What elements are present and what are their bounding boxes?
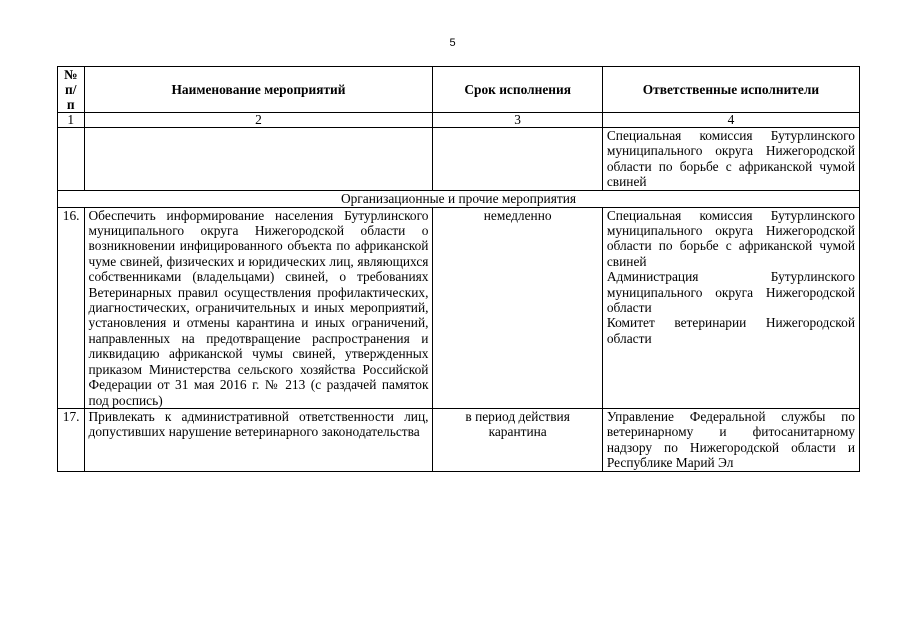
row-responsible: Специальная комиссия Бутурлинского муниципального округа Нижегородской области по борьбе с африканской чумой свиней: [602, 128, 859, 191]
row-term: в период действия карантина: [433, 408, 602, 471]
row-responsible: [602, 207, 859, 408]
column-index-row: [58, 113, 860, 128]
header-term: Срок исполнения: [433, 67, 602, 113]
row-num: 17.: [58, 408, 85, 471]
section-title: Организационные и прочие мероприятия: [58, 190, 860, 207]
column-index: 2: [84, 113, 433, 128]
responsible-entry: Управление Федеральной службы по ветеринарному и фитосанитарному надзору по Нижегородской области и Республике Марий Эл: [606, 408, 855, 471]
section-row: [58, 190, 860, 207]
row-name: Обеспечить информирование населения Бутурлинского муниципального округа Нижегородской области о возникновении инфицированного объекта по африканской чуме свиней, физических и юридических лиц, являющихся собственниками (владельцами) свиней, о требованиях Ветеринарных правил осуществления профилактических, диагностических, ограничительных и иных мероприятий, установления и отмены карантина и иных ограничений, направленных на предотвращение распространения и ликвидацию африканской чумы свиней, утвержденных приказом Министерства сельского хозяйства Российской Федерации от 31 мая 2016 г. № 213 (с раздачей памяток под роспись): [84, 207, 433, 408]
responsible-entry: Комитет ветеринарии Нижегородской области: [606, 315, 855, 346]
column-index: 4: [602, 113, 859, 128]
column-index: 1: [58, 113, 85, 128]
column-index: 3: [433, 113, 602, 128]
row-name: [84, 128, 433, 191]
table-row: [58, 207, 860, 408]
page-number: 5: [449, 37, 456, 49]
continuation-row: [58, 128, 860, 191]
table-header-row: [58, 67, 860, 113]
row-num: [58, 128, 85, 191]
header-num: № п/п: [58, 67, 85, 113]
row-num: 16.: [58, 207, 85, 408]
row-name: Привлекать к административной ответственности лиц, допустивших нарушение ветеринарного законодательства: [84, 408, 433, 471]
row-term: [433, 128, 602, 191]
row-term: немедленно: [433, 207, 602, 408]
measures-table: [57, 66, 860, 472]
header-responsible: Ответственные исполнители: [602, 67, 859, 113]
responsible-entry: Администрация Бутурлинского муниципального округа Нижегородской области: [606, 269, 855, 316]
table-row: [58, 408, 860, 471]
header-name: Наименование мероприятий: [84, 67, 433, 113]
row-responsible: [602, 408, 859, 471]
responsible-entry: Специальная комиссия Бутурлинского муниципального округа Нижегородской области по борьбе с африканской чумой свиней: [606, 207, 855, 269]
